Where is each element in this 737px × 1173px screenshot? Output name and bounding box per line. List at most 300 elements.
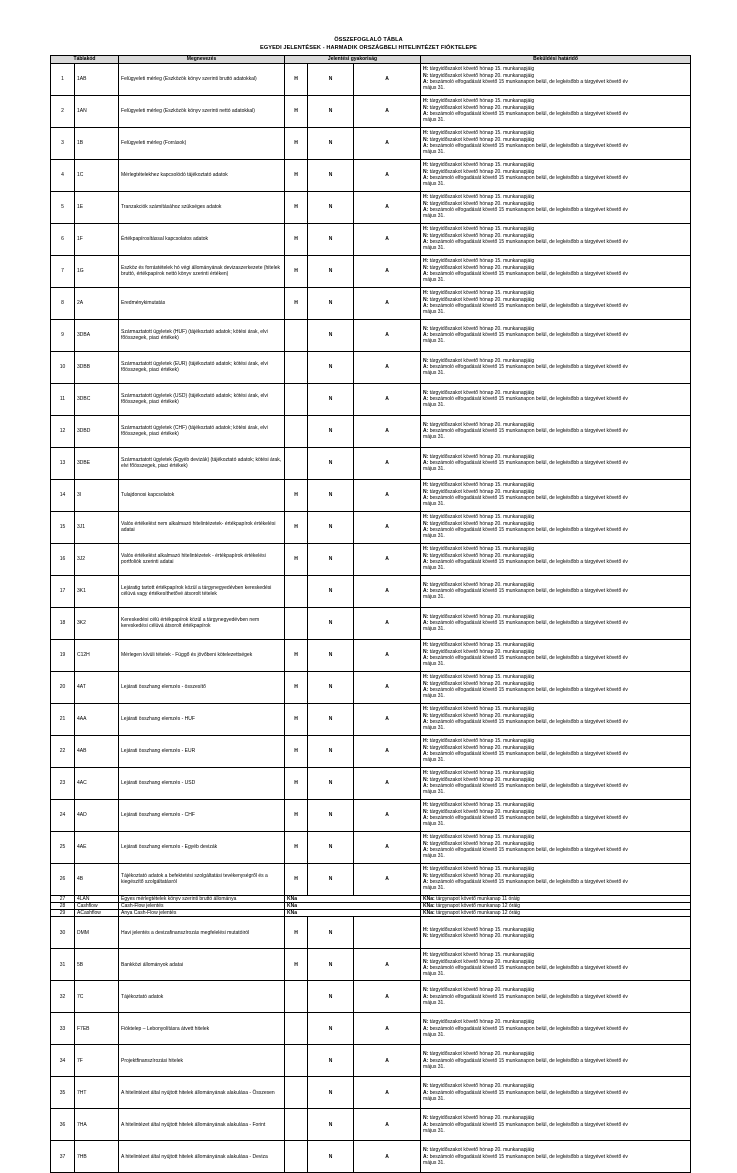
deadline-text: beszámoló elfogadását követő 15 munkanapon belül, de legkésőbb a tárgyévet követő év <box>429 719 628 725</box>
deadline-text: tárgyidőszakot követő hónap 20. munkanapjáig <box>429 168 535 175</box>
deadline-text: május 31. <box>423 277 445 284</box>
deadline-text: május 31. <box>423 181 445 188</box>
deadline-label: A: <box>423 111 429 117</box>
deadline-label: KNa: <box>423 902 435 909</box>
deadline-label: A: <box>423 751 429 757</box>
row-name: Felügyeleti mérleg (Források) <box>119 127 285 159</box>
deadline-text: tárgyidőszakot követő hónap 15. munkanapjáig <box>429 98 535 105</box>
table-row <box>51 895 691 902</box>
row-code: DMM <box>75 917 119 949</box>
row-deadline <box>421 910 691 917</box>
deadline-label: H: <box>423 926 429 933</box>
deadline-text: tárgyidőszakot követő hónap 15. munkanapjáig <box>429 674 535 681</box>
row-number: 18 <box>51 607 75 639</box>
deadline-line <box>423 885 688 891</box>
row-deadline <box>421 511 691 543</box>
row-code: 1E <box>75 191 119 223</box>
row-number: 29 <box>51 910 75 917</box>
row-code: 3J1 <box>75 511 119 543</box>
deadline-text: május 31. <box>423 338 445 345</box>
row-code: 1AN <box>75 95 119 127</box>
deadline-text: beszámoló elfogadását követő 15 munkanapon belül, de legkésőbb a tárgyévet követő év <box>429 363 628 370</box>
deadline-line <box>423 1032 688 1038</box>
row-deadline <box>421 383 691 415</box>
deadline-label: H: <box>423 130 429 137</box>
deadline-line <box>423 402 688 408</box>
deadline-text: tárgyidőszakot követő hónap 20. munkanapjáig <box>429 680 535 687</box>
table-row <box>51 1013 691 1045</box>
row-frequency-a: A <box>354 799 421 831</box>
row-code: 1C <box>75 159 119 191</box>
deadline-label: N: <box>423 453 429 460</box>
deadline-text: beszámoló elfogadását követő 15 munkanapon belül, de legkésőbb a tárgyévet követő év <box>429 143 628 149</box>
deadline-label: N: <box>423 136 429 143</box>
row-frequency-h: H <box>285 479 308 511</box>
row-name: Projektfinanszírozási hitelek <box>119 1045 285 1077</box>
deadline-label: N: <box>423 104 429 111</box>
row-name: Származtatott ügyletek (HUF) (tájékoztató adatok; kötési árak, elvi főösszegek, piaci értékek) <box>119 319 285 351</box>
deadline-text: május 31. <box>423 693 445 700</box>
row-name: Származtatott ügyletek (EUR) (tájékoztató adatok; kötési árak, elvi főösszegek, piaci értékek) <box>119 351 285 383</box>
deadline-text: május 31. <box>423 789 445 796</box>
deadline-label: A: <box>423 619 429 626</box>
deadline-label: H: <box>423 738 429 745</box>
row-deadline <box>421 319 691 351</box>
row-frequency-h <box>285 981 308 1013</box>
deadline-text: tárgyidőszakot követő hónap 20. munkanapjáig <box>429 613 535 620</box>
row-code: 1G <box>75 255 119 287</box>
row-frequency-a: A <box>354 1045 421 1077</box>
deadline-label: H: <box>423 66 429 73</box>
row-frequency-n: N <box>308 981 354 1013</box>
row-name: Értékpapírosítással kapcsolatos adatok <box>119 223 285 255</box>
row-deadline <box>421 863 691 895</box>
row-number: 33 <box>51 1013 75 1045</box>
row-frequency-h: H <box>285 831 308 863</box>
deadline-text: beszámoló elfogadását követő 15 munkanapon belül, de legkésőbb a tárgyévet követő év <box>429 993 628 1000</box>
row-frequency-n: N <box>308 917 354 949</box>
deadline-line <box>423 693 688 699</box>
row-code: 5B <box>75 949 119 981</box>
deadline-text: tárgyidőszakot követő hónap 20. munkanapjáig <box>429 325 535 332</box>
row-frequency-a: A <box>354 1077 421 1109</box>
deadline-text: beszámoló elfogadását követő 15 munkanapon belül, de legkésőbb a tárgyévet követő év <box>429 587 628 594</box>
row-frequency-a: A <box>354 703 421 735</box>
deadline-text: május 31. <box>423 149 445 156</box>
table-row <box>51 910 691 917</box>
row-frequency-h <box>285 383 308 415</box>
row-code: 1AB <box>75 63 119 95</box>
row-number: 11 <box>51 383 75 415</box>
row-code: 7HA <box>75 1109 119 1141</box>
deadline-text: beszámoló elfogadását követő 15 munkanapon belül, de legkésőbb a tárgyévet követő év <box>429 847 628 853</box>
deadline-text: beszámoló elfogadását követő 15 munkanapon belül, de legkésőbb a tárgyévet követő év <box>429 1025 628 1032</box>
row-deadline <box>421 639 691 671</box>
row-frequency-h <box>285 319 308 351</box>
row-frequency-a: A <box>354 511 421 543</box>
deadline-label: N: <box>423 488 429 495</box>
table-row <box>51 351 691 383</box>
table-header-row <box>51 56 691 64</box>
deadline-text: május 31. <box>423 501 445 508</box>
row-name: A hitelintézet által nyújtott hitelek állományának alakulása - Összesen <box>119 1077 285 1109</box>
deadline-label: H: <box>423 952 429 959</box>
deadline-text: beszámoló elfogadását követő 15 munkanapon belül, de legkésőbb a tárgyévet követő év <box>429 1057 628 1064</box>
row-name: Származtatott ügyletek (CHF) (tájékoztató adatok; kötési árak, elvi főösszegek, piaci értékek) <box>119 415 285 447</box>
deadline-text: tárgyidőszakot követő hónap 20. munkanapjáig <box>429 72 535 79</box>
row-frequency-h: H <box>285 95 308 127</box>
row-frequency-a: A <box>354 95 421 127</box>
deadline-text: tárgyidőszakot követő hónap 20. munkanapjáig <box>429 1051 535 1058</box>
deadline-text: tárgyidőszakot követő hónap 20. munkanapjáig <box>429 232 535 239</box>
deadline-text: tárgyidőszakot követő hónap 20. munkanapjáig <box>429 840 535 847</box>
deadline-label: A: <box>423 993 429 1000</box>
row-code: 4AC <box>75 767 119 799</box>
row-name: Származtatott ügyletek (Egyéb devizák) (tájékoztató adatok; kötési árak, elvi főösszegek, piaci értékek) <box>119 447 285 479</box>
deadline-line <box>423 434 688 440</box>
row-deadline <box>421 1077 691 1109</box>
deadline-text: beszámoló elfogadását követő 15 munkanapon belül, de legkésőbb a tárgyévet követő év <box>429 79 628 85</box>
row-number: 8 <box>51 287 75 319</box>
deadline-label: N: <box>423 872 429 879</box>
deadline-label: H: <box>423 546 429 553</box>
deadline-label: H: <box>423 866 429 873</box>
deadline-text: beszámoló elfogadását követő 15 munkanapon belül, de legkésőbb a tárgyévet követő év <box>429 655 628 661</box>
row-deadline <box>421 127 691 159</box>
deadline-label: H: <box>423 258 429 265</box>
row-number: 34 <box>51 1045 75 1077</box>
deadline-text: tárgyidőszakot követő hónap 20. munkanapjáig <box>429 136 535 143</box>
deadline-label: A: <box>423 331 429 338</box>
document-subtitle: EGYEDI JELENTÉSEK - HARMADIK ORSZÁGBELI HITELINTÉZET FIÓKTELEPE <box>259 45 477 51</box>
row-name: A hitelintézet által nyújtott hitelek állományának alakulása - Forint <box>119 1109 285 1141</box>
row-name: Bankközi állományok adatai <box>119 949 285 981</box>
row-number: 12 <box>51 415 75 447</box>
row-number: 35 <box>51 1077 75 1109</box>
deadline-text: beszámoló elfogadását követő 15 munkanapon belül, de legkésőbb a tárgyévet követő év <box>429 459 628 466</box>
deadline-text: május 31. <box>423 1064 445 1071</box>
row-frequency-a: A <box>354 63 421 95</box>
deadline-text: május 31. <box>423 565 445 572</box>
row-frequency-a: A <box>354 447 421 479</box>
row-frequency-n: N <box>308 1045 354 1077</box>
row-frequency-h: H <box>285 735 308 767</box>
row-name: Tulajdonosi kapcsolatok <box>119 479 285 511</box>
deadline-text: május 31. <box>423 821 445 828</box>
table-row <box>51 63 691 95</box>
deadline-text: május 31. <box>423 85 445 92</box>
deadline-label: H: <box>423 770 429 777</box>
row-number: 20 <box>51 671 75 703</box>
row-frequency-a: A <box>354 351 421 383</box>
row-code: Cashflow <box>75 902 119 909</box>
row-frequency-a: A <box>354 607 421 639</box>
deadline-text: tárgyidőszakot követő hónap 20. munkanapjáig <box>429 389 535 396</box>
row-code: 3DBD <box>75 415 119 447</box>
row-deadline <box>421 917 691 949</box>
deadline-label: H: <box>423 802 429 809</box>
row-name: Tájékoztató adatok a befektetési szolgáltatási tevékenységről és a kiegészítő szolgáltatásról <box>119 863 285 895</box>
table-row <box>51 479 691 511</box>
row-frequency-h: H <box>285 543 308 575</box>
deadline-line <box>423 757 688 763</box>
table-row <box>51 159 691 191</box>
row-frequency-a: A <box>354 287 421 319</box>
table-row <box>51 319 691 351</box>
row-name: Anya Cash-Flow jelentés <box>119 910 285 917</box>
row-frequency-n: N <box>308 1141 354 1173</box>
row-frequency-h <box>285 1045 308 1077</box>
row-frequency-n: N <box>308 383 354 415</box>
row-deadline <box>421 1045 691 1077</box>
deadline-text: tárgyidőszakot követő hónap 20. munkanapjáig <box>429 488 535 495</box>
deadline-text: tárgyidőszakot követő hónap 15. munkanapjáig <box>429 802 535 809</box>
row-frequency-h: H <box>285 287 308 319</box>
row-number: 15 <box>51 511 75 543</box>
row-frequency-n: N <box>308 575 354 607</box>
deadline-text: beszámoló elfogadását követő 15 munkanapon belül, de legkésőbb a tárgyévet követő év <box>429 783 628 789</box>
deadline-label: KNa: <box>423 910 435 917</box>
deadline-text: beszámoló elfogadását követő 15 munkanapon belül, de legkésőbb a tárgyévet követő év <box>429 239 628 245</box>
header-name: Megnevezés <box>119 56 285 64</box>
row-name: Tranzakciók számításához szükséges adatok <box>119 191 285 223</box>
deadline-text: tárgyidőszakot követő hónap 20. munkanapjáig <box>429 453 535 460</box>
row-deadline <box>421 949 691 981</box>
row-deadline <box>421 1013 691 1045</box>
header-code: Táblakód <box>51 56 119 64</box>
deadline-label: N: <box>423 744 429 751</box>
row-name: Származtatott ügyletek (USD) (tájékoztató adatok; kötési árak, elvi főösszegek, piaci értékek) <box>119 383 285 415</box>
row-frequency-h <box>285 1109 308 1141</box>
row-frequency-h <box>285 351 308 383</box>
deadline-label: A: <box>423 395 429 402</box>
deadline-line <box>423 117 688 123</box>
row-deadline <box>421 415 691 447</box>
row-frequency-n: N <box>308 1013 354 1045</box>
deadline-text: beszámoló elfogadását követő 15 munkanapon belül, de legkésőbb a tárgyévet követő év <box>429 175 628 181</box>
row-code: 4AE <box>75 831 119 863</box>
row-number: 31 <box>51 949 75 981</box>
row-name: Lejárati összhang elemzés - HUF <box>119 703 285 735</box>
deadline-label: N: <box>423 520 429 527</box>
deadline-label: A: <box>423 1025 429 1032</box>
deadline-text: tárgyidőszakot követő hónap 20. munkanapjáig <box>429 104 535 111</box>
row-frequency-h: H <box>285 703 308 735</box>
row-frequency-a: A <box>354 1141 421 1173</box>
row-code: 3J2 <box>75 543 119 575</box>
deadline-text: tárgyidőszakot követő hónap 20. munkanapjáig <box>429 958 535 965</box>
row-frequency-h <box>285 447 308 479</box>
deadline-text: beszámoló elfogadását követő 15 munkanapon belül, de legkésőbb a tárgyévet követő év <box>429 687 628 693</box>
deadline-label: A: <box>423 719 429 725</box>
row-number: 9 <box>51 319 75 351</box>
row-frequency-h: H <box>285 63 308 95</box>
row-deadline <box>421 575 691 607</box>
deadline-text: beszámoló elfogadását követő 15 munkanapon belül, de legkésőbb a tárgyévet követő év <box>429 879 628 885</box>
deadline-label: A: <box>423 239 429 245</box>
deadline-text: május 31. <box>423 434 445 441</box>
row-deadline <box>421 895 691 902</box>
deadline-text: beszámoló elfogadását követő 15 munkanapon belül, de legkésőbb a tárgyévet követő év <box>429 207 628 213</box>
row-number: 25 <box>51 831 75 863</box>
row-frequency-a: A <box>354 159 421 191</box>
row-code: 4AD <box>75 799 119 831</box>
deadline-line <box>423 149 688 155</box>
row-frequency-n: N <box>308 127 354 159</box>
row-frequency-a: A <box>354 383 421 415</box>
deadline-text: tárgyidőszakot követő hónap 15. munkanapjáig <box>429 738 535 745</box>
row-frequency-a: A <box>354 863 421 895</box>
deadline-line <box>423 565 688 571</box>
row-number: 22 <box>51 735 75 767</box>
deadline-line <box>423 213 688 219</box>
row-frequency-h: H <box>285 671 308 703</box>
row-name: Tájékoztató adatok <box>119 981 285 1013</box>
row-frequency-h: H <box>285 223 308 255</box>
row-name: Lejárati összhang elemzés - USD <box>119 767 285 799</box>
deadline-text: tárgyidőszakot követő hónap 15. munkanapjáig <box>429 194 535 201</box>
row-frequency-n: N <box>308 95 354 127</box>
deadline-text: beszámoló elfogadását követő 15 munkanapon belül, de legkésőbb a tárgyévet követő év <box>429 527 628 533</box>
deadline-line <box>423 1064 688 1070</box>
row-name: A hitelintézet által nyújtott hitelek állományának alakulása - Deviza <box>119 1141 285 1173</box>
deadline-text: beszámoló elfogadását követő 15 munkanapon belül, de legkésőbb a tárgyévet követő év <box>429 751 628 757</box>
row-frequency-a: A <box>354 575 421 607</box>
row-frequency-h: H <box>285 127 308 159</box>
row-name: Mérlegen kívüli tételek - Függő és jövőbeni kötelezettségek <box>119 639 285 671</box>
row-name: Eszköz és forrástételek hó végi állományának devizaszerkezete (hitelek bruttó, értékpapírok nettó könyv szerinti értéken) <box>119 255 285 287</box>
deadline-text: beszámoló elfogadását követő 15 munkanapon belül, de legkésőbb a tárgyévet követő év <box>429 1121 628 1128</box>
table-row <box>51 767 691 799</box>
deadline-text: tárgyidőszakot követő hónap 20. munkanapjáig <box>429 296 535 303</box>
row-frequency-h <box>285 1141 308 1173</box>
row-code: ACashflow <box>75 910 119 917</box>
deadline-text: tárgyidőszakot követő hónap 20. munkanapjáig <box>429 357 535 364</box>
deadline-label: H: <box>423 834 429 841</box>
deadline-line <box>423 501 688 507</box>
deadline-line <box>423 971 688 977</box>
row-frequency-n: N <box>308 543 354 575</box>
row-frequency-a: A <box>354 255 421 287</box>
row-frequency-n: N <box>308 223 354 255</box>
row-deadline <box>421 95 691 127</box>
deadline-text: beszámoló elfogadását követő 15 munkanapon belül, de legkésőbb a tárgyévet követő év <box>429 495 628 501</box>
row-number: 10 <box>51 351 75 383</box>
row-frequency-n: N <box>308 319 354 351</box>
row-name: Havi jelentés a devizafinanszírozás megfelelési mutatóiról <box>119 917 285 949</box>
deadline-line <box>423 370 688 376</box>
row-name: Lejárati összhang elemzés - összesítő <box>119 671 285 703</box>
deadline-line <box>423 277 688 283</box>
row-name: Felügyeleti mérleg (Eszközök könyv szerinti bruttó adatokkal) <box>119 63 285 95</box>
deadline-line <box>423 1000 688 1006</box>
row-deadline <box>421 287 691 319</box>
deadline-label: N: <box>423 1019 429 1026</box>
deadline-text: tárgyidőszakot követő hónap 15. munkanapjáig <box>429 514 535 521</box>
deadline-label: N: <box>423 680 429 687</box>
row-name: Felügyeleti mérleg (Eszközök könyv szerinti nettó adatokkal) <box>119 95 285 127</box>
row-frequency-a: A <box>354 543 421 575</box>
row-deadline <box>421 543 691 575</box>
deadline-text: tárgyidőszakot követő hónap 15. munkanapjáig <box>429 770 535 777</box>
row-name: Valós értékelést nem alkalmazó hitelintézetek- értékpapírok értékelési adatai <box>119 511 285 543</box>
row-code: 4AT <box>75 671 119 703</box>
row-frequency-a: A <box>354 671 421 703</box>
deadline-text: tárgyidőszakot követő hónap 15. munkanapjáig <box>429 834 535 841</box>
row-frequency-a: A <box>354 949 421 981</box>
row-number: 30 <box>51 917 75 949</box>
deadline-line <box>423 309 688 315</box>
row-number: 16 <box>51 543 75 575</box>
deadline-label: N: <box>423 296 429 303</box>
deadline-text: beszámoló elfogadását követő 15 munkanapon belül, de legkésőbb a tárgyévet követő év <box>429 964 628 971</box>
deadline-label: A: <box>423 527 429 533</box>
deadline-label: H: <box>423 482 429 489</box>
deadline-text: tárgyidőszakot követő hónap 15. munkanapjáig <box>429 866 535 873</box>
deadline-text: tárgyidőszakot követő hónap 15. munkanapjáig <box>429 482 535 489</box>
deadline-label: N: <box>423 840 429 847</box>
row-code: 3I <box>75 479 119 511</box>
row-number: 24 <box>51 799 75 831</box>
deadline-line <box>423 85 688 91</box>
deadline-label: H: <box>423 514 429 521</box>
row-name: Lejárati összhang elemzés - Egyéb devizák <box>119 831 285 863</box>
row-code: 4AA <box>75 703 119 735</box>
row-code: 7C <box>75 981 119 1013</box>
row-frequency-n: N <box>308 863 354 895</box>
row-frequency-h: H <box>285 767 308 799</box>
deadline-label: N: <box>423 72 429 79</box>
deadline-text: május 31. <box>423 626 445 633</box>
row-number: 27 <box>51 895 75 902</box>
deadline-label: N: <box>423 581 429 588</box>
deadline-label: N: <box>423 932 429 939</box>
row-frequency-h: H <box>285 917 308 949</box>
deadline-label: N: <box>423 1083 429 1090</box>
row-name: Lejárati összhang elemzés - EUR <box>119 735 285 767</box>
deadline-line <box>423 933 688 939</box>
row-number: 1 <box>51 63 75 95</box>
deadline-label: N: <box>423 987 429 994</box>
row-deadline <box>421 831 691 863</box>
deadline-text: május 31. <box>423 661 445 668</box>
row-frequency-n: N <box>308 63 354 95</box>
deadline-text: tárgyidőszakot követő hónap 15. munkanapjáig <box>429 162 535 169</box>
deadline-line <box>423 626 688 632</box>
deadline-label: A: <box>423 495 429 501</box>
deadline-line <box>423 789 688 795</box>
deadline-label: KNa: <box>423 895 435 902</box>
row-name: Fióktelep – Lebonyolításra átvett hitelek <box>119 1013 285 1045</box>
table-row <box>51 191 691 223</box>
row-deadline <box>421 735 691 767</box>
deadline-text: beszámoló elfogadását követő 15 munkanapon belül, de legkésőbb a tárgyévet követő év <box>429 1089 628 1096</box>
row-name: Valós értékelést alkalmazó hitelintézetek - értékpapírok értékelési portfoliók szerinti adatai <box>119 543 285 575</box>
row-name: Lejárati összhang elemzés - CHF <box>119 799 285 831</box>
deadline-label: A: <box>423 1057 429 1064</box>
deadline-text: tárgyidőszakot követő hónap 20. munkanapjáig <box>429 552 535 559</box>
row-deadline <box>421 607 691 639</box>
deadline-text: május 31. <box>423 1128 445 1135</box>
table-row <box>51 639 691 671</box>
deadline-line <box>423 725 688 731</box>
deadline-label: N: <box>423 776 429 783</box>
deadline-text: tárgyidőszakot követő hónap 20. munkanapjáig <box>429 421 535 428</box>
row-frequency-h <box>285 415 308 447</box>
row-frequency-n: N <box>308 831 354 863</box>
deadline-label: H: <box>423 642 429 649</box>
row-code: 2A <box>75 287 119 319</box>
